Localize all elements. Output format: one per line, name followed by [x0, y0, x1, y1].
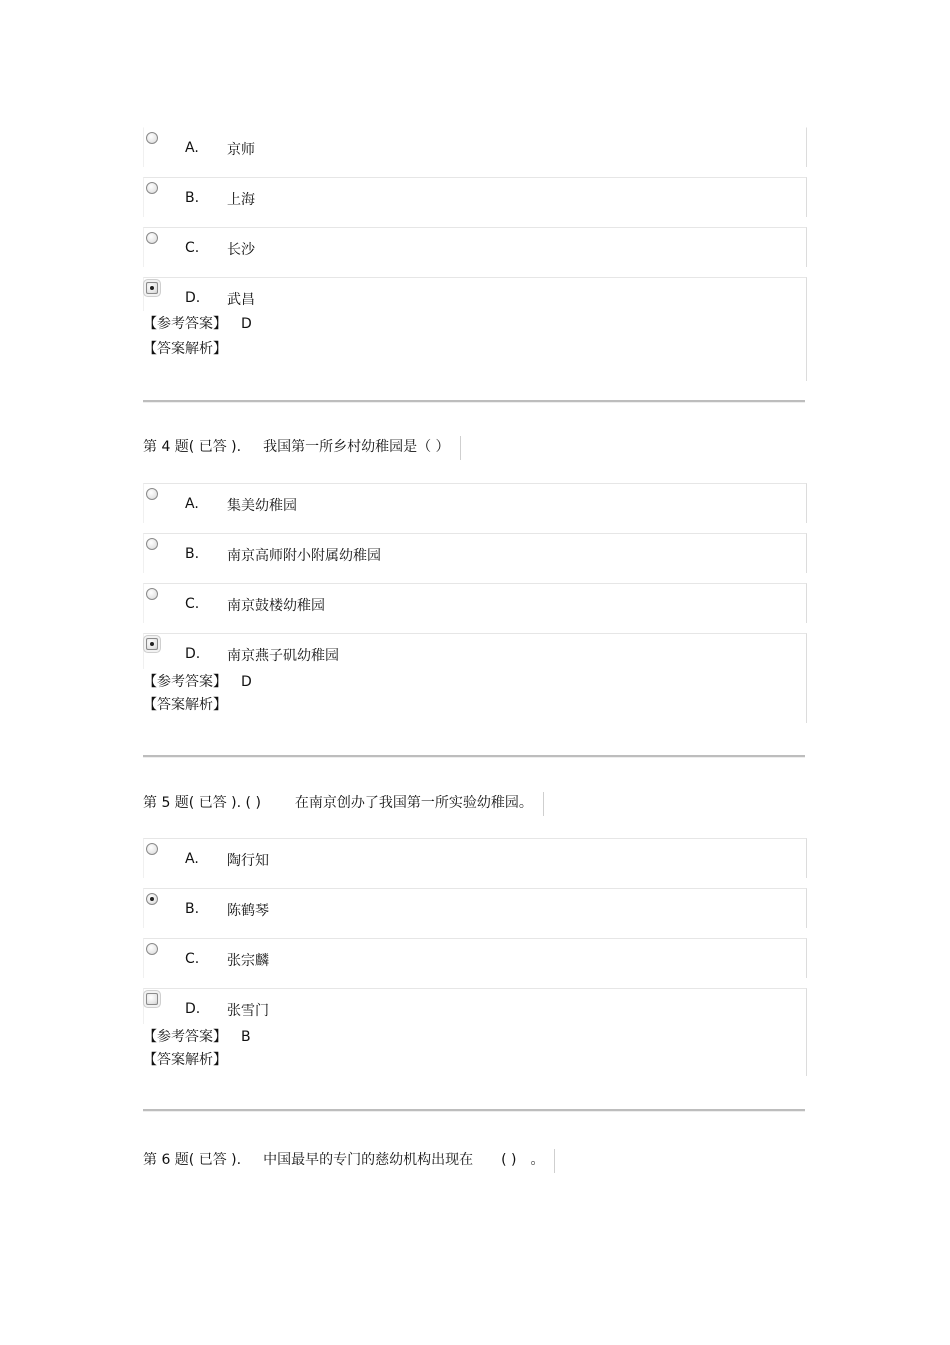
radio-button-selected[interactable]: [146, 282, 158, 294]
option-letter: C.: [185, 240, 200, 256]
reference-answer-value: B: [241, 1029, 251, 1045]
option-row[interactable]: [143, 277, 807, 311]
radio-button[interactable]: [146, 232, 158, 244]
option-row[interactable]: [143, 127, 807, 167]
option-text: 张宗麟: [227, 953, 269, 969]
question-number: 第 4 题( 已答 ).: [143, 439, 242, 455]
option-letter: D.: [185, 290, 201, 306]
option-letter: A.: [185, 140, 199, 156]
question-number: 第 6 题( 已答 ).: [143, 1152, 242, 1168]
radio-button[interactable]: [146, 132, 158, 144]
option-text: 陶行知: [227, 853, 269, 869]
radio-button[interactable]: [146, 993, 158, 1005]
answer-section: [143, 669, 807, 723]
answer-analysis-label: 【答案解析】: [143, 697, 227, 713]
radio-button-selected[interactable]: [146, 638, 158, 650]
question-6-header: [143, 1149, 555, 1173]
reference-answer-label: 【参考答案】: [143, 1029, 227, 1045]
radio-button[interactable]: [146, 488, 158, 500]
question-5-header: [143, 792, 544, 816]
option-text: 陈鹤琴: [227, 903, 269, 919]
option-text: 武昌: [227, 292, 255, 308]
option-letter: C.: [185, 951, 200, 967]
question-4-header: [143, 436, 461, 460]
radio-button[interactable]: [146, 588, 158, 600]
option-row[interactable]: [143, 227, 807, 267]
radio-button-selected[interactable]: [146, 893, 158, 905]
option-row[interactable]: [143, 633, 807, 669]
question-number: 第 5 题( 已答 ). ( ): [143, 795, 261, 811]
option-row[interactable]: [143, 988, 807, 1024]
option-letter: C.: [185, 596, 200, 612]
option-text: 上海: [227, 192, 255, 208]
question-stem: 中国最早的专门的慈幼机构出现在: [263, 1152, 474, 1168]
option-row[interactable]: [143, 938, 807, 978]
reference-answer-value: D: [241, 316, 252, 332]
question-3-options: [143, 127, 807, 381]
question-divider: [143, 1109, 805, 1112]
option-letter: B.: [185, 901, 200, 917]
question-5-options: [143, 838, 807, 1076]
question-end-mark: 。: [530, 1152, 545, 1168]
question-4-options: [143, 483, 807, 723]
reference-answer-label: 【参考答案】: [143, 316, 227, 332]
reference-answer-value: D: [241, 674, 252, 690]
option-text: 集美幼稚园: [227, 498, 297, 514]
option-text: 南京鼓楼幼稚园: [227, 598, 325, 614]
option-letter: A.: [185, 851, 199, 867]
option-text: 张雪门: [227, 1003, 269, 1019]
radio-button[interactable]: [146, 538, 158, 550]
option-row[interactable]: [143, 838, 807, 878]
option-letter: A.: [185, 496, 199, 512]
question-blank: ( ): [501, 1152, 517, 1168]
answer-analysis-label: 【答案解析】: [143, 341, 227, 357]
option-row[interactable]: [143, 177, 807, 217]
option-text: 京师: [227, 142, 255, 158]
answer-section: [143, 311, 807, 381]
option-row[interactable]: [143, 533, 807, 573]
answer-analysis-label: 【答案解析】: [143, 1052, 227, 1068]
radio-button[interactable]: [146, 843, 158, 855]
reference-answer: [143, 671, 252, 691]
radio-button[interactable]: [146, 182, 158, 194]
option-text: 长沙: [227, 242, 255, 258]
radio-button[interactable]: [146, 943, 158, 955]
option-row[interactable]: [143, 583, 807, 623]
option-row[interactable]: [143, 483, 807, 523]
option-letter: D.: [185, 1001, 201, 1017]
question-stem: 我国第一所乡村幼稚园是（ ）: [263, 439, 450, 455]
question-divider: [143, 755, 805, 758]
option-letter: B.: [185, 546, 200, 562]
question-divider: [143, 400, 805, 403]
option-text: 南京高师附小附属幼稚园: [227, 548, 381, 564]
option-row[interactable]: [143, 888, 807, 928]
option-letter: B.: [185, 190, 200, 206]
question-stem: 在南京创办了我国第一所实验幼稚园。: [294, 795, 533, 811]
answer-section: [143, 1024, 807, 1076]
reference-answer: [143, 1026, 251, 1046]
option-letter: D.: [185, 646, 201, 662]
reference-answer-label: 【参考答案】: [143, 674, 227, 690]
reference-answer: [143, 313, 252, 333]
option-text: 南京燕子矶幼稚园: [227, 648, 339, 664]
